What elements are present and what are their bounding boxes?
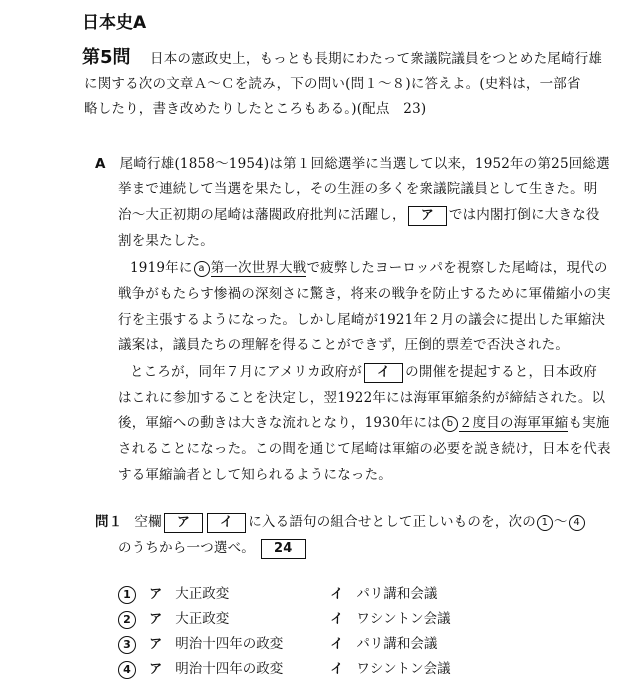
passage-line: 後，軍縮への動きは大きな流れとなり，1930年には b ２度目の海軍軍縮も実施 [118, 415, 610, 431]
option-number: 4 [118, 661, 136, 679]
passage-line: 挙まで連続して当選を果たし，その生涯の多くを衆議院議員として生きた。明 [118, 181, 598, 197]
option-number: 1 [118, 586, 136, 604]
passage-line: 治～大正初期の尾崎は藩閥政府批判に活躍し， ア では内閣打倒に大きな役 [118, 203, 600, 226]
answer-number-box: 24 [261, 539, 306, 559]
q1-blank-a-box: ア [164, 513, 203, 533]
passage-line: はこれに参加することを決定し，翌1922年には海軍軍縮条約が締結された。以 [118, 390, 606, 406]
annotation-marker-a: a [194, 261, 210, 277]
blank-i-box: イ [364, 363, 403, 383]
range-from-number: 1 [537, 515, 553, 531]
option-number: 2 [118, 611, 136, 629]
annotation-marker-b: b [442, 416, 458, 432]
passage-line: 議案は，議員たちの理解を得ることができず，圧倒的票差で否決された。 [118, 337, 570, 353]
passage-line: ところが，同年７月にアメリカ政府が イ の開催を提起すると，日本政府 [130, 360, 597, 383]
question-intro-line-1: 日本の憲政史上，もっとも長期にわたって衆議院議員をつとめた尾崎行雄 [150, 51, 603, 67]
passage-line: A 尾崎行雄(1858～1954)は第１回総選挙に当選して以来，1952年の第25回総選 [95, 156, 610, 172]
passage-line: されることになった。この間を通じて尾崎は軍縮の必要を説き続け，日本を代表 [118, 441, 611, 457]
answer-option[interactable]: 2 ア 大正政変 イ ワシントン会議 [118, 607, 451, 629]
answer-option[interactable]: 4 ア 明治十四年の政変 イ ワシントン会議 [118, 657, 451, 679]
option-number: 3 [118, 636, 136, 654]
underlined-term-b: ２度目の海軍軍縮 [458, 415, 569, 431]
question-intro-line-3: 略したり，書き改めたりしたところもある。)(配点 23) [84, 101, 427, 117]
passage-line: 行を主張するようになった。しかし尾崎が1921年２月の議会に提出した軍縮決 [118, 312, 606, 328]
answer-option[interactable]: 3 ア 明治十四年の政変 イ パリ講和会議 [118, 632, 437, 654]
q1-prompt: 問１ 空欄 ア イ に入る語句の組合せとして正しいものを，次の 1 ～ 4 [95, 510, 586, 533]
range-to-number: 4 [569, 515, 585, 531]
passage-line: 1919年に a 第一次世界大戦で疲弊したヨーロッパを視察した尾崎は，現代の [130, 260, 608, 276]
passage-line: する軍縮論者として知られるようになった。 [118, 467, 392, 483]
question-intro-line-2: に関する次の文章Ａ～Ｃを読み，下の問い(問１～８)に答えよ。(史料は，一部省 [84, 76, 581, 92]
underlined-term-a: 第一次世界大戦 [210, 260, 307, 276]
passage-line: 割を果たした。 [118, 233, 214, 249]
blank-a-box: ア [408, 206, 447, 226]
answer-option[interactable]: 1 ア 大正政変 イ パリ講和会議 [118, 582, 437, 604]
passage-label: A [95, 156, 106, 172]
question-title: 第5問 [82, 47, 131, 68]
q1-label: 問１ [95, 514, 123, 530]
q1-prompt-line-2: のうちから一つ選べ。 24 [118, 536, 308, 559]
subject-heading: 日本史A [82, 13, 147, 33]
q1-blank-i-box: イ [207, 513, 246, 533]
passage-line: 戦争がもたらす惨禍の深刻さに驚き，将来の戦争を防止するために軍備縮小の実 [118, 286, 611, 302]
